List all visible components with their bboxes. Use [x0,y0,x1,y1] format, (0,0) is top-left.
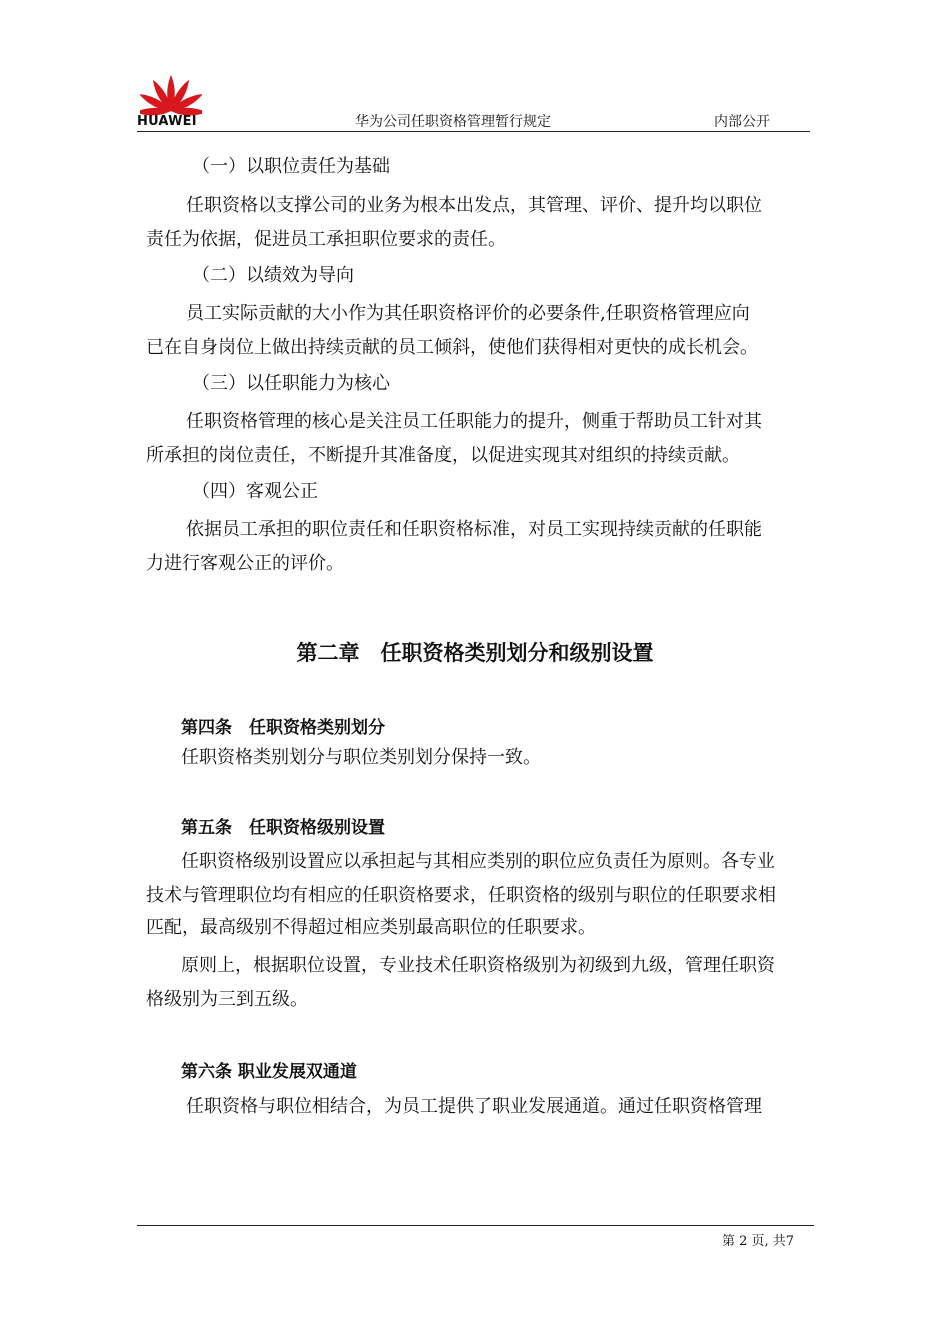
paragraph-line: 员工实际贡献的大小作为其任职资格评价的必要条件,任职资格管理应向 [186,303,750,324]
footer-divider [137,1225,814,1226]
paragraph-line: 责任为依据，促进员工承担职位要求的责任。 [146,229,506,250]
paragraph-line: 技术与管理职位均有相应的任职资格要求，任职资格的级别与职位的任职要求相 [146,885,776,906]
header-divider [137,131,810,132]
paragraph-line: 格级别为三到五级。 [146,989,308,1010]
paragraph-line: 原则上，根据职位设置，专业技术任职资格级别为初级到九级，管理任职资 [181,955,775,976]
paragraph-line: 任职资格以支撑公司的业务为根本出发点，其管理、评价、提升均以职位 [186,195,762,216]
article-title: 第五条 任职资格级别设置 [181,818,385,838]
principle-heading: （一）以职位责任为基础 [192,156,390,177]
article-title: 第六条 职业发展双通道 [181,1062,357,1082]
paragraph-line: 任职资格类别划分与职位类别划分保持一致。 [181,747,541,768]
paragraph-line: 任职资格管理的核心是关注员工任职能力的提升，侧重于帮助员工针对其 [186,411,762,432]
paragraph-line: 力进行客观公正的评价。 [146,553,344,574]
page-number: 第 2 页, 共7 [722,1234,795,1249]
paragraph-line: 已在自身岗位上做出持续贡献的员工倾斜，使他们获得相对更快的成长机会。 [146,337,758,358]
principle-heading: （四）客观公正 [192,481,318,502]
paragraph-line: 依据员工承担的职位责任和任职资格标准，对员工实现持续贡献的任职能 [186,519,762,540]
paragraph-line: 任职资格与职位相结合，为员工提供了职业发展通道。通过任职资格管理 [186,1096,762,1117]
paragraph-line: 匹配，最高级别不得超过相应类别最高职位的任职要求。 [146,917,596,938]
document-title: 华为公司任职资格管理暂行规定 [355,114,551,130]
chapter-title: 第二章 任职资格类别划分和级别设置 [296,641,654,665]
article-title: 第四条 任职资格类别划分 [181,718,385,738]
classification-label: 内部公开 [714,114,770,130]
logo-wordmark: HUAWEI [137,114,197,129]
principle-heading: （二）以绩效为导向 [192,265,354,286]
paragraph-line: 所承担的岗位责任，不断提升其准备度，以促进实现其对组织的持续贡献。 [146,445,740,466]
principle-heading: （三）以任职能力为核心 [192,373,390,394]
paragraph-line: 任职资格级别设置应以承担起与其相应类别的职位应负责任为原则。各专业 [181,851,775,872]
